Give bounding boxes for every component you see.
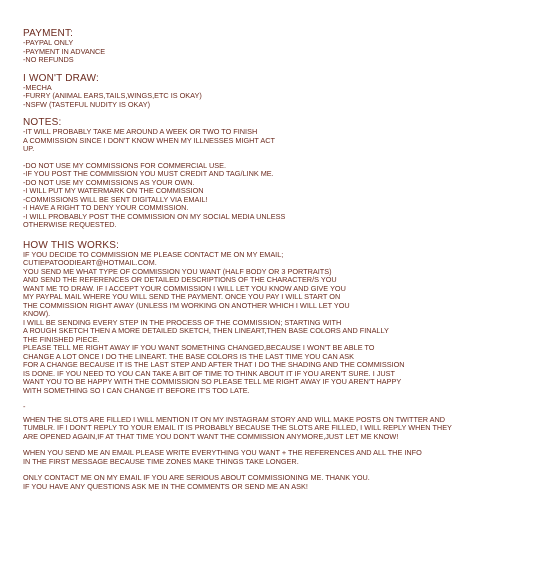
- slots-line: TUMBLR. IF I DON'T REPLY TO YOUR EMAIL IT IS PROBABLY BECAUSE THE SLOTS ARE FILLED, I WILL REPLY WHEN THEY: [23, 423, 452, 432]
- notes-line: -IT WILL PROBABLY TAKE ME AROUND A WEEK OR TWO TO FINISH: [23, 127, 258, 136]
- notes-rule: OTHERWISE REQUESTED.: [23, 220, 117, 229]
- payment-heading: PAYMENT:: [23, 28, 74, 39]
- how-line: THE FINISHED PIECE.: [23, 334, 100, 344]
- how-line: FOR A CHANGE BECAUSE IT IS THE LAST STEP AND AFTER THAT I DO THE SHADING AND THE COMMISSION: [23, 360, 405, 369]
- how-heading: HOW THIS WORKS:: [23, 239, 120, 251]
- how-line: PLEASE TELL ME RIGHT AWAY IF YOU WANT SOMETHING CHANGED,BECAUSE I WON'T BE ABLE TO: [23, 343, 375, 352]
- closing-line: ONLY CONTACT ME ON MY EMAIL IF YOU ARE SERIOUS ABOUT COMMISSIONING ME. THANK YOU.: [23, 473, 370, 482]
- how-line: CHANGE A LOT ONCE I DO THE LINEART. THE BASE COLORS IS THE LAST TIME YOU CAN ASK: [23, 351, 355, 361]
- email-address: CUTIEPATOODIEART@HOTMAIL.COM.: [23, 258, 157, 267]
- how-line: I WILL BE SENDING EVERY STEP IN THE PROCESS OF THE COMMISSION; STARTING WITH: [23, 317, 342, 327]
- how-line: THE COMMISSION RIGHT AWAY (UNLESS I'M WORKING ON ANOTHER WHICH I WILL LET YOU: [23, 300, 350, 310]
- notes-rule: -I HAVE A RIGHT TO DENY YOUR COMMISSION.: [23, 203, 189, 212]
- closing-line: IF YOU HAVE ANY QUESTIONS ASK ME IN THE COMMENTS OR SEND ME AN ASK!: [23, 481, 308, 491]
- notes-rule: -DO NOT USE MY COMMISSIONS FOR COMMERCIAL USE.: [23, 160, 226, 170]
- notes-rule: -IF YOU POST THE COMMISSION YOU MUST CREDIT AND TAG/LINK ME.: [23, 169, 274, 178]
- how-line: WANT YOU TO BE HAPPY WITH THE COMMISSION SO PLEASE TELL ME RIGHT AWAY IF YOU AREN'T HAPPY: [23, 377, 402, 386]
- notes-rule: -I WILL PUT MY WATERMARK ON THE COMMISSION: [23, 186, 204, 195]
- how-line: KNOW).: [23, 309, 51, 318]
- how-line: IF YOU DECIDE TO COMMISSION ME PLEASE CONTACT ME ON MY EMAIL;: [23, 249, 284, 259]
- how-line: A ROUGH SKETCH THEN A MORE DETAILED SKETCH, THEN LINEART,THEN BASE COLORS AND FINALLY: [23, 326, 389, 335]
- payment-line: -PAYPAL ONLY: [23, 38, 74, 47]
- notes-line: A COMMISSION SINCE I DON'T KNOW WHEN MY ILLNESSES MIGHT ACT: [23, 135, 275, 145]
- payment-line: -NO REFUNDS: [23, 55, 74, 64]
- how-line: AND SEND THE REFERENCES OR DETAILED DESCRIPTIONS OF THE CHARACTER/S YOU: [23, 275, 337, 284]
- commission-info: [23, 28, 528, 491]
- email-tips-line: WHEN YOU SEND ME AN EMAIL PLEASE WRITE EVERYTHING YOU WANT + THE REFERENCES AND ALL THE INFO: [23, 448, 422, 457]
- how-line: YOU SEND ME WHAT TYPE OF COMMISSION YOU WANT (HALF BODY OR 3 PORTRAITS): [23, 266, 332, 276]
- how-line: IS DONE. IF YOU NEED TO YOU CAN TAKE A BIT OF TIME TO THINK ABOUT IT IF YOU AREN'T SURE. I JUST: [23, 368, 396, 378]
- wont-draw-heading: I WON'T DRAW:: [23, 72, 99, 84]
- notes-rule: -COMMISSIONS WILL BE SENT DIGITALLY VIA EMAIL!: [23, 194, 208, 204]
- how-line: WITH SOMETHING SO I CAN CHANGE IT BEFORE IT'S TOO LATE.: [23, 385, 250, 395]
- notes-rule: -DO NOT USE MY COMMISSIONS AS YOUR OWN.: [23, 177, 195, 187]
- email-tips-line: IN THE FIRST MESSAGE BECAUSE TIME ZONES MAKE THINGS TAKE LONGER.: [23, 456, 299, 466]
- payment-line: -PAYMENT IN ADVANCE: [23, 46, 106, 56]
- slots-line: ARE OPENED AGAIN,IF AT THAT TIME YOU DON'T WANT THE COMMISSION ANYMORE,JUST LET ME KNOW!: [23, 431, 399, 441]
- wont-draw-line: -NSFW (TASTEFUL NUDITY IS OKAY): [23, 99, 151, 109]
- how-line: WANT ME TO DRAW. IF I ACCEPT YOUR COMMISSION I WILL LET YOU KNOW AND GIVE YOU: [23, 283, 346, 293]
- wont-draw-line: -MECHA: [23, 82, 52, 92]
- notes-heading: NOTES:: [23, 117, 62, 128]
- how-line: MY PAYPAL MAIL WHERE YOU WILL SEND THE PAYMENT. ONCE YOU PAY I WILL START ON: [23, 292, 341, 301]
- notes-rule: -I WILL PROBABLY POST THE COMMISSION ON MY SOCIAL MEDIA UNLESS: [23, 211, 286, 221]
- wont-draw-line: -FURRY (ANIMAL EARS,TAILS,WINGS,ETC IS OKAY): [23, 91, 202, 100]
- slots-line: WHEN THE SLOTS ARE FILLED I WILL MENTION IT ON MY INSTAGRAM STORY AND WILL MAKE POSTS ON TWITTER AND: [23, 414, 446, 424]
- separator-dash: -: [23, 402, 26, 411]
- notes-line: UP.: [23, 144, 35, 153]
